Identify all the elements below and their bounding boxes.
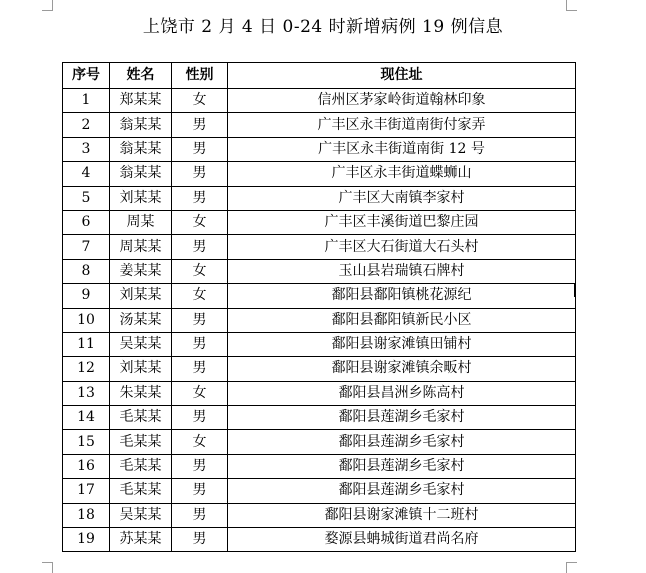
table-body: [63, 89, 576, 552]
cell-gender: 女: [172, 381, 228, 405]
cell-gender: 男: [172, 113, 228, 137]
cell-address: 广丰区永丰街道蝶蛳山: [228, 162, 576, 186]
page-corner-mark-bottom-left: [42, 562, 53, 573]
page-corner-mark-top-left: [42, 0, 53, 11]
cell-address: 广丰区永丰街道南街 12 号: [228, 137, 576, 161]
cell-address: 鄱阳县莲湖乡毛家村: [228, 430, 576, 454]
cell-gender: 男: [172, 162, 228, 186]
cell-name: 郑某某: [110, 89, 172, 113]
table-row: [63, 113, 576, 137]
cell-gender: 男: [172, 235, 228, 259]
cell-gender: 女: [172, 89, 228, 113]
cell-gender: 男: [172, 503, 228, 527]
table-row: [63, 503, 576, 527]
cell-address: 鄱阳县谢家滩镇十二班村: [228, 503, 576, 527]
cell-serial-number: 4: [63, 162, 110, 186]
table-row: [63, 454, 576, 478]
cell-address: 鄱阳县莲湖乡毛家村: [228, 454, 576, 478]
cell-serial-number: 10: [63, 308, 110, 332]
cell-name: 翁某某: [110, 113, 172, 137]
cell-serial-number: 9: [63, 284, 110, 308]
cell-gender: 男: [172, 186, 228, 210]
cell-name: 汤某某: [110, 308, 172, 332]
cell-address: 鄱阳县莲湖乡毛家村: [228, 479, 576, 503]
table-row: [63, 430, 576, 454]
cell-name: 刘某某: [110, 284, 172, 308]
table-row: [63, 308, 576, 332]
cell-serial-number: 7: [63, 235, 110, 259]
cell-name: 毛某某: [110, 430, 172, 454]
cell-gender: 男: [172, 357, 228, 381]
cell-serial-number: 18: [63, 503, 110, 527]
table-row: [63, 381, 576, 405]
cell-serial-number: 19: [63, 528, 110, 552]
cell-gender: 男: [172, 454, 228, 478]
cell-gender: 男: [172, 332, 228, 356]
cell-gender: 女: [172, 284, 228, 308]
cell-address: 广丰区大石街道大石头村: [228, 235, 576, 259]
cell-address: 玉山县岩瑞镇石牌村: [228, 259, 576, 283]
cell-serial-number: 12: [63, 357, 110, 381]
cell-gender: 男: [172, 137, 228, 161]
cell-serial-number: 11: [63, 332, 110, 356]
cell-name: 翁某某: [110, 162, 172, 186]
table-row: [63, 89, 576, 113]
table-row: [63, 332, 576, 356]
cell-name: 姜某某: [110, 259, 172, 283]
cell-name: 朱某某: [110, 381, 172, 405]
cell-serial-number: 3: [63, 137, 110, 161]
cell-serial-number: 6: [63, 210, 110, 234]
cell-address: 鄱阳县谢家滩镇余畈村: [228, 357, 576, 381]
cell-serial-number: 8: [63, 259, 110, 283]
table-row: [63, 259, 576, 283]
table-row: [63, 162, 576, 186]
cell-gender: 女: [172, 430, 228, 454]
cell-serial-number: 2: [63, 113, 110, 137]
cell-name: 周某: [110, 210, 172, 234]
cell-address: 鄱阳县谢家滩镇田铺村: [228, 332, 576, 356]
case-info-table: [62, 62, 576, 552]
cell-serial-number: 16: [63, 454, 110, 478]
cell-serial-number: 14: [63, 406, 110, 430]
cell-name: 翁某某: [110, 137, 172, 161]
text-cursor: [574, 283, 576, 297]
cell-name: 毛某某: [110, 479, 172, 503]
table-row: [63, 406, 576, 430]
header-serial-number: 序号: [63, 63, 110, 89]
cell-address: 鄱阳县莲湖乡毛家村: [228, 406, 576, 430]
cell-serial-number: 13: [63, 381, 110, 405]
page-corner-mark-bottom-right: [566, 562, 577, 573]
table-row: [63, 210, 576, 234]
cell-name: 周某某: [110, 235, 172, 259]
cell-name: 刘某某: [110, 357, 172, 381]
header-name: 姓名: [110, 63, 172, 89]
cell-address: 广丰区大南镇李家村: [228, 186, 576, 210]
cell-serial-number: 15: [63, 430, 110, 454]
cell-name: 毛某某: [110, 454, 172, 478]
cell-gender: 男: [172, 406, 228, 430]
table-row: [63, 284, 576, 308]
header-address: 现住址: [228, 63, 576, 89]
table-row: [63, 479, 576, 503]
cell-address: 鄱阳县鄱阳镇新民小区: [228, 308, 576, 332]
cell-address: 婺源县蚺城街道君尚名府: [228, 528, 576, 552]
cell-name: 毛某某: [110, 406, 172, 430]
table-row: [63, 235, 576, 259]
cell-serial-number: 5: [63, 186, 110, 210]
cell-name: 苏某某: [110, 528, 172, 552]
table-header-row: [63, 63, 576, 89]
table-row: [63, 137, 576, 161]
cell-name: 吴某某: [110, 332, 172, 356]
cell-gender: 男: [172, 479, 228, 503]
cell-address: 信州区茅家岭街道翰林印象: [228, 89, 576, 113]
cell-name: 刘某某: [110, 186, 172, 210]
cell-gender: 男: [172, 528, 228, 552]
table-row: [63, 528, 576, 552]
cell-gender: 女: [172, 259, 228, 283]
cell-gender: 男: [172, 308, 228, 332]
cell-gender: 女: [172, 210, 228, 234]
table-row: [63, 186, 576, 210]
cell-serial-number: 17: [63, 479, 110, 503]
cell-address: 鄱阳县鄱阳镇桃花源纪: [228, 284, 576, 308]
cell-name: 吴某某: [110, 503, 172, 527]
cell-address: 广丰区永丰街道南街付家弄: [228, 113, 576, 137]
cell-address: 广丰区丰溪街道巴黎庄园: [228, 210, 576, 234]
table-row: [63, 357, 576, 381]
document-title: 上饶市 2 月 4 日 0-24 时新增病例 19 例信息: [142, 17, 504, 37]
cell-address: 鄱阳县昌洲乡陈高村: [228, 381, 576, 405]
page-corner-mark-top-right: [566, 0, 577, 11]
header-gender: 性别: [172, 63, 228, 89]
cell-serial-number: 1: [63, 89, 110, 113]
